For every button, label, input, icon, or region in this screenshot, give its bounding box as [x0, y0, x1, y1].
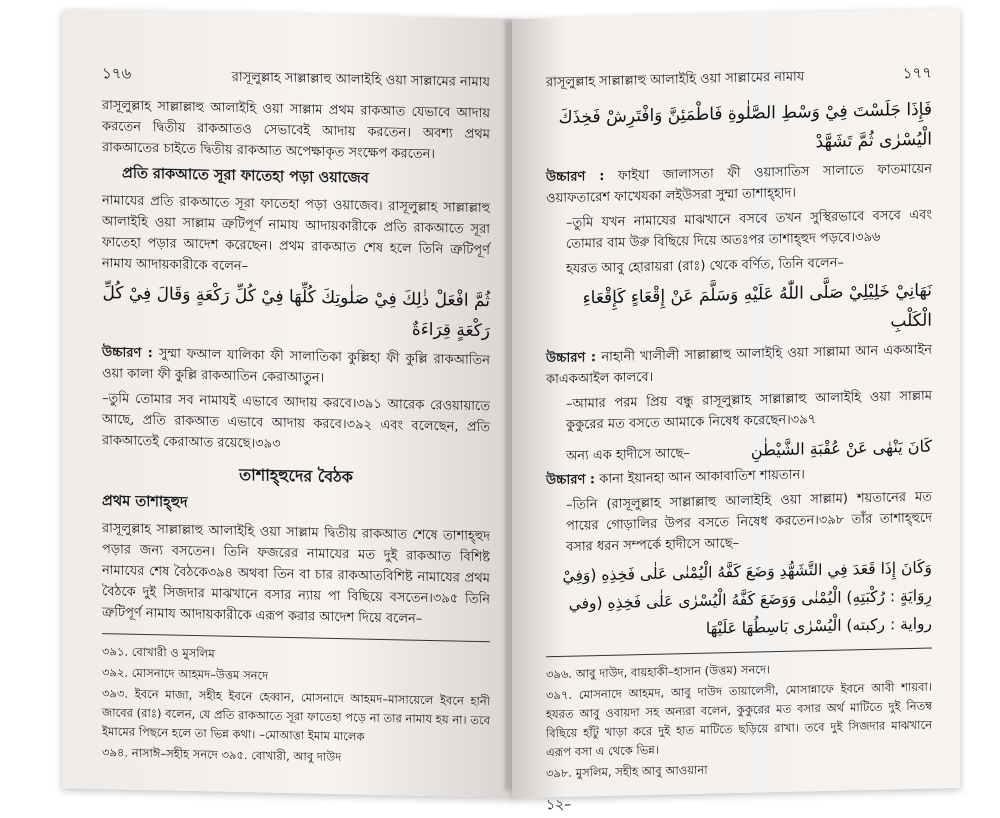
- right-arabic-2: نَهَانِيْ خَلِيْلِيْ صَلَّى اللّٰهُ عَلَيْهِ وَسَلَّمَ عَنْ إِقْعَاءٍ كَإِقْعَاءِ الْكَلْبِ: [582, 280, 932, 332]
- left-running-title: রাসূলুল্লাহ সাল্লাল্লাহু আলাইহি ওয়া সাল্লামের নামায: [231, 69, 490, 91]
- right-signature-mark: ১২–: [546, 796, 572, 814]
- left-para-2: নামাযের প্রতি রাকআতে সূরা ফাতেহা পড়া ওয়াজেব। রাসূলুল্লাহ সাল্লাল্লাহু আলাইহি ওয়া সাল্লাম ত্রুটিপূর্ণ নামায আদায়কারীকে প্রতি রাকআতে সূরা ফাতেহা পড়ার আদেশ করেছেন। প্রথম রাকআত শেষ হলে তিনি ত্রুটিপূর্ণ নামায আদায়কারীকে বলেন–: [102, 193, 490, 275]
- right-para-1: –তুমি যখন নামাযের মাঝখানে বসবে তখন সুস্থিরভাবে বসবে এবং তোমার বাম উরু বিছিয়ে দিয়ে অতঃপর তাশাহ্হুদ পড়বে।৩৯৬: [566, 207, 932, 252]
- pronunciation-label: উচ্চারণ :: [102, 345, 153, 362]
- left-footnote-394: ৩৯৪. নাসাঈ–সহীহ সনদে ৩৯৫. বোখারী, আবু দাউদ: [102, 745, 342, 765]
- right-pronunciation-text-2: নাহানী খালীলী সাল্লাল্লাহু আলাইহি ওয়া সাল্লামা আন একআইন কাএকআইল কালবে।: [546, 342, 932, 388]
- right-footnote-397: ৩৯৭. মোসনাদে আহমদ, আবু দাউদ তায়ালেসী, মোসান্নাফে ইবনে আবী শায়বা। হযরত আবু ওবায়দা সহ অন্যরা বলেন, কুকুরের মত বসার অর্থ মাটিতে দুই নিতম্ব বিছিয়ে হাঁটু খাড়া করে দুই হাত মাটিতে ছড়িয়ে রাখা। তবে দুই সিজদার মাঝখানে এরূপ বসা এ থেকে ভিন্ন।: [546, 679, 932, 760]
- right-para-2: হযরত আবু হোরায়রা (রাঃ) থেকে বর্ণিত, তিনি বলেন–: [566, 255, 844, 277]
- pronunciation-label: উচ্চারণ :: [546, 472, 596, 489]
- right-page-number: ১৭৭: [902, 63, 932, 83]
- left-heading-fatiha: প্রতি রাকআতে সূরা ফাতেহা পড়া ওয়াজেব: [122, 165, 369, 187]
- left-footnote-392: ৩৯২. মোসনাদে আহমদ–উত্তম সনদে: [102, 665, 269, 683]
- right-pronunciation-1: [546, 159, 932, 210]
- right-page: [512, 9, 960, 814]
- right-running-title: রাসূলুল্লাহ সাল্লাল্লাহু আলাইহি ওয়া সাল্লামের নামায: [546, 69, 805, 91]
- right-arabic-3: كَانَ يَنْهٰى عَنْ عُقْبَةِ الشَّيْطٰنِ: [750, 436, 932, 460]
- left-footnote-divider: [102, 633, 490, 642]
- pronunciation-label: উচ্চারণ :: [546, 168, 605, 186]
- pronunciation-label: উচ্চারণ :: [546, 350, 597, 367]
- left-para-4: রাসূলুল্লাহ সাল্লাল্লাহু আলাইহি ওয়া সাল্লাম দ্বিতীয় রাকআত শেষে তাশাহ্হুদ পড়ার জন্য বসতেন। তিনি ফজরের নামাযের মত দুই রাকআত বিশিষ্ট নামাযের শেষ বৈঠকে৩৯৪ অথবা তিন বা চার রাকআতবিশিষ্ট নামাযের প্রথম বৈঠকে দুই সিজদার মাঝখানে বসার ন্যায় পা বিছিয়ে বসতেন।৩৯৫ তিনি ত্রুটিপূর্ণ নামায আদায়কারীকে এরূপ করার আদেশ দিয়ে বলেন–: [102, 521, 490, 627]
- right-arabic-1: فَإِذَا جَلَسْتَ فِيْ وَسْطِ الصَّلٰوةِ فَاطْمَئِنَّ وَافْتَرِشْ فَخِذَكَ الْيُسْرٰى ثُمَّ تَشَهَّدْ: [558, 99, 932, 153]
- left-page-number: ১৭৬: [102, 64, 132, 83]
- right-footnote-divider: [546, 648, 932, 658]
- right-para-3: –আমার পরম প্রিয় বন্ধু রাসূলুল্লাহ সাল্লাল্লাহু আলাইহি ওয়া সাল্লাম কুকুরের মত বসতে আমাকে নিষেধ করেছেন।৩৯৭: [566, 388, 932, 433]
- left-footnote-391: ৩৯১. বোখারী ও মুসলিম: [102, 644, 215, 661]
- right-para-4: অন্য এক হাদীসে আছে–: [566, 446, 690, 464]
- left-footnote-393: ৩৯৩. ইবনে মাজা, সহীহ ইবনে হেব্বান, মোসনাদে আহমদ–মাসায়েলে ইবনে হানী জাবের (রাঃ) বলেন, যে প্রতি রাকআতে সূরা ফাতেহা পড়ে না তার নামায হয় না। তবে ইমামের পিছনে হলে তা ভিন্ন কথা। –মোআত্তা ইমাম মালেক: [102, 686, 490, 744]
- left-pronunciation-1: [102, 342, 490, 392]
- right-footnote-396: ৩৯৬. আবু দাউদ, বায়হাকী–হাসান (উত্তম) সনদে।: [546, 662, 771, 682]
- right-pronunciation-text-1: ফাইযা জালাসতা ফী ওয়াসাতিস সালাতে ফাতমায়েন ওয়াফতারেশ ফাখেযকা লইউসরা সুম্মা তাশাহ্হাদ।: [546, 161, 932, 207]
- left-page: [62, 9, 514, 797]
- right-page-header: [546, 62, 932, 96]
- right-arabic-4: وَكَانَ إِذَا قَعَدَ فِي التَّشَهُّدِ وَضَعَ كَفَّهُ الْيُمْنٰى عَلٰى فَخِذِهِ (وَفِيْ رِوَايَةٍ : رُكْبَتِهِ) الْيُمْنٰى وَوَضَعَ كَفَّهُ الْيُسْرٰى عَلٰى فَخِذِهِ (وفي رواية : ركبته) الْيُسْرٰى بَاسِطُهَا عَلَيْهَا: [562, 558, 932, 638]
- right-pronunciation-text-3: কানা ইয়ানহা আন আকাবাতিশ শায়তান।: [599, 467, 805, 488]
- right-footnote-398: ৩৯৮. মুসলিম, সহীহ আবু আওয়ানা: [546, 762, 708, 781]
- left-heading-tashahhud: তাশাহ্হুদের বৈঠক: [239, 464, 353, 487]
- right-para-5: –তিনি (রাসূলুল্লাহ সাল্লাল্লাহু আলাইহি ওয়া সাল্লাম) শয়তানের মত পায়ের গোড়ালির উপর বসতে নিষেধ করতেন।৩৯৮ তাঁর তাশাহ্হুদে বসার ধরন সম্পর্কে হাদীসে আছে–: [566, 489, 932, 555]
- left-pronunciation-text: সুম্মা ফআল যালিকা ফী সালাতিকা কুল্লিহা ফী কুল্লি রাকআতিন ওয়া কালা ফী কুল্লি রাকআতিন কেরাআতুন।: [102, 346, 490, 386]
- left-heading-first-tashahhud: প্রথম তাশাহ্হুদ: [102, 493, 188, 511]
- left-arabic-1: ثُمَّ افْعَلْ ذٰلِكَ فِيْ صَلٰوتِكَ كُلِّهَا فِيْ كُلِّ رَكْعَةٍ وَقَالَ فِيْ كُلِّ رَكْعَةٍ قِرَاءَةٌ: [102, 283, 490, 342]
- right-pronunciation-2: [546, 340, 932, 391]
- left-para-1: রাসূলুল্লাহ সাল্লাল্লাহু আলাইহি ওয়া সাল্লাম প্রথম রাকআত যেভাবে আদায় করতেন দ্বিতীয় রাকআতও সেভাবেই আদায় করতেন। অবশ্য প্রথম রাকআতের চাইতে দ্বিতীয় রাকআত অপেক্ষাকৃত সংক্ষেপ করতেন।: [102, 98, 490, 163]
- left-para-3: –তুমি তোমার সব নামাযই এভাবে আদায় করবে।৩৯১ আরেক রেওয়ায়াতে আছে, প্রতি রাকআত এভাবে আদায় করবে।৩৯২ এবং বলেছেন, প্রতি রাকআতেই কেরাআত রয়েছে।৩৯৩: [102, 391, 490, 452]
- left-page-header: [102, 62, 490, 95]
